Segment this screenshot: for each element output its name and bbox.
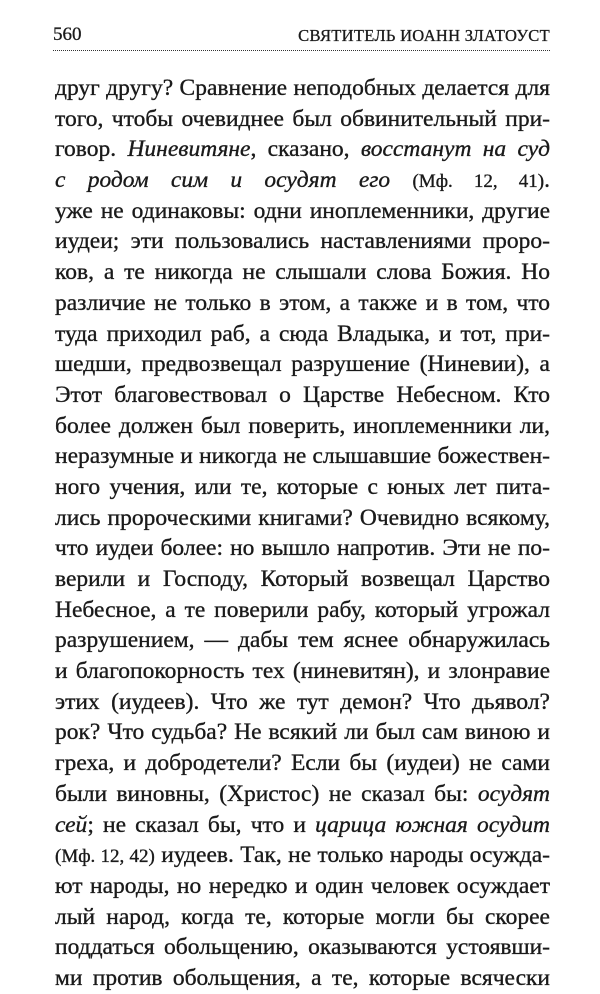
text-line xyxy=(55,104,550,135)
text-segment: ного учения, или те, которые с юных лет пита- xyxy=(55,473,550,500)
text-segment: говор. xyxy=(55,136,128,163)
body-text xyxy=(55,73,550,994)
text-segment: этих (иудеев). Что же тут демон? Что дьявол? xyxy=(55,688,550,715)
text-line xyxy=(55,810,550,841)
text-segment: , сказано, xyxy=(250,136,361,163)
text-segment: более должен был поверить, иноплеменники ли, xyxy=(55,412,550,439)
text-segment: того, чтобы очевиднее был обвинительный при- xyxy=(55,105,550,132)
text-segment: поддаться обольщению, оказываются устоявши- xyxy=(55,934,550,961)
text-line xyxy=(55,257,550,288)
text-line xyxy=(55,134,550,165)
italic-quotation: восстанут на суд xyxy=(360,136,550,163)
text-line xyxy=(55,564,550,595)
italic-quotation: осудят xyxy=(477,780,550,807)
text-line xyxy=(55,472,550,503)
text-line xyxy=(55,840,550,871)
text-line xyxy=(55,319,550,350)
text-segment: что иудеи более: но вышло напротив. Эти не по- xyxy=(55,535,550,562)
text-segment: лись пророческими книгами? Очевидно всякому, xyxy=(55,504,550,531)
text-segment xyxy=(390,167,412,193)
text-segment: рок? Что судьба? Не всякий ли был сам виною и xyxy=(55,719,550,746)
text-line xyxy=(55,902,550,933)
text-segment: . xyxy=(544,167,550,194)
text-line xyxy=(55,226,550,257)
text-segment: ков, а те никогда не слышали слова Божия. Но xyxy=(55,259,550,286)
text-line xyxy=(55,380,550,411)
text-line xyxy=(55,595,550,626)
text-line xyxy=(55,349,550,380)
text-line xyxy=(55,656,550,687)
italic-quotation: царица южная осудит xyxy=(315,811,550,838)
running-title: СВЯТИТЕЛЬ ИОАНН ЗЛАТОУСТ xyxy=(298,26,550,45)
text-line xyxy=(55,411,550,442)
text-line xyxy=(55,779,550,810)
text-segment: ; не сказал бы, что и xyxy=(87,811,316,838)
text-segment: и благопокорность тех (ниневитян), и злонравие xyxy=(55,658,550,685)
text-segment: неразумные и никогда не слышавшие божествен- xyxy=(55,443,550,470)
italic-quotation: с родом сим и осудят его xyxy=(55,167,391,194)
text-segment: разрушением, — дабы тем яснее обнаружилась xyxy=(55,627,550,654)
text-segment: греха, и добродетели? Если бы (иудеи) не сами xyxy=(55,750,550,777)
text-line xyxy=(55,288,550,319)
running-header xyxy=(53,22,550,51)
text-segment: шедши, предвозвещал разрушение (Ниневии), а xyxy=(55,351,550,378)
italic-quotation: сей xyxy=(55,811,88,838)
text-line xyxy=(55,625,550,656)
text-segment: друг другу? Сравнение неподобных делается для xyxy=(55,75,550,101)
text-segment: ми против обольщения, а те, которые всячески xyxy=(55,964,550,991)
italic-quotation: Ниневитяне xyxy=(127,136,251,163)
text-segment: Небесное, а те поверили рабу, который угрожал xyxy=(55,596,550,623)
text-segment: различие не только в этом, а также и в том, что xyxy=(55,289,550,316)
scripture-reference: (Мф. 12, 42) xyxy=(55,846,155,868)
text-segment: уже не одинаковы: одни иноплеменники, другие xyxy=(55,197,550,224)
text-line xyxy=(55,748,550,779)
text-line xyxy=(55,165,550,196)
text-segment: ют народы, но нередко и один человек осуждает xyxy=(55,872,550,899)
text-segment: иудеи; эти пользовались наставлениями проро- xyxy=(55,228,550,255)
text-line xyxy=(55,963,550,994)
text-segment: туда приходил раб, а сюда Владыка, и тот, при- xyxy=(55,320,550,347)
text-line xyxy=(55,871,550,902)
scripture-reference: (Мф. 12, 41) xyxy=(412,171,545,193)
text-line xyxy=(55,196,550,227)
text-line xyxy=(55,687,550,718)
text-line xyxy=(55,441,550,472)
text-line xyxy=(55,533,550,564)
text-segment: лый народ, когда те, которые могли бы скорее xyxy=(55,903,550,930)
text-line xyxy=(55,932,550,963)
text-line xyxy=(55,717,550,748)
text-segment: верили и Господу, Который возвещал Царство xyxy=(55,566,550,592)
text-segment: иудеев. Так, не только народы осужда- xyxy=(154,842,550,869)
text-segment: Этот благовествовал о Царстве Небесном. Кто xyxy=(55,381,550,408)
text-segment: были виновны, (Христос) не сказал бы: xyxy=(55,780,478,807)
text-line xyxy=(55,503,550,534)
text-line xyxy=(55,73,550,104)
page-number: 560 xyxy=(53,24,82,45)
